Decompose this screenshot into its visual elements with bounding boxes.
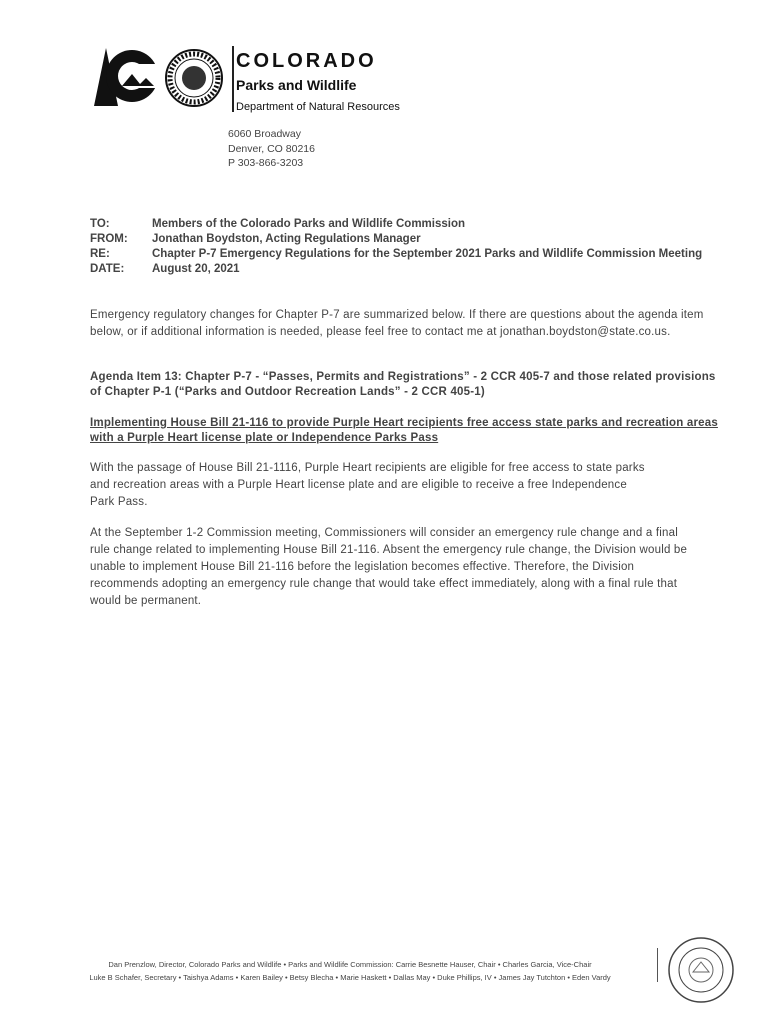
address-street: 6060 Broadway <box>228 128 301 140</box>
body-paragraph-1: With the passage of House Bill 21-1116, Purple Heart recipients are eligible for free access to state parks and recreation areas with a Purple Heart license plate and are eligible to receive a free Independence Park Pass. <box>90 462 645 508</box>
subject-heading: Implementing House Bill 21-116 to provide Purple Heart recipients free access state parks and recreation areas with a Purple Heart license plate or Independence Parks Pass <box>90 417 718 444</box>
department-name: Department of Natural Resources <box>236 101 400 113</box>
agenda-item-heading: Agenda Item 13: Chapter P-7 - “Passes, Permits and Registrations” - 2 CCR 405-7 and those related provisions of Chapter P-1 (“Parks and Outdoor Recreation Lands” - 2 CCR 405-1) <box>90 371 716 398</box>
from-value: Jonathan Boydston, Acting Regulations Manager <box>152 233 421 245</box>
footer-divider <box>657 948 658 982</box>
footer-line-1: Dan Prenzlow, Director, Colorado Parks and Wildlife • Parks and Wildlife Commission: Carrie Besnette Hauser, Chair • Charles Garcia, Vice-Chair <box>108 960 592 969</box>
address-block <box>228 127 315 171</box>
memo-date-row <box>90 262 710 277</box>
date-value: August 20, 2021 <box>152 263 240 275</box>
footer-line-2: Luke B Schafer, Secretary • Taishya Adams • Karen Bailey • Betsy Blecha • Marie Haskett • Dallas May • Duke Phillips, IV • James Jay Tutchton • Eden Vardy <box>89 973 611 982</box>
to-label: TO: <box>90 218 110 230</box>
memo-re-row <box>90 247 710 262</box>
intro-paragraph: Emergency regulatory changes for Chapter P-7 are summarized below. If there are questions about the agenda item below, or if additional information is needed, please feel free to contact me at jonathan.boydston@state.co.us. <box>90 309 704 338</box>
from-label: FROM: <box>90 233 128 245</box>
body-paragraph-2: At the September 1-2 Commission meeting, Commissioners will consider an emergency rule change and a final rule change related to implementing House Bill 21-116. Absent the emergency rule change, the Division would be unable to implement House Bill 21-116 before the legislation becomes effective. Therefore, the Division recommends adopting an emergency rule change that would take effect immediately, along with a final rule that would be permanent. <box>90 527 688 607</box>
address-city: Denver, CO 80216 <box>228 142 315 155</box>
re-value: Chapter P-7 Emergency Regulations for the September 2021 Parks and Wildlife Commission Meeting <box>152 248 703 260</box>
memo-to-row <box>90 217 710 232</box>
org-name: COLORADO <box>236 50 377 72</box>
memo-header <box>90 217 710 277</box>
state-seal <box>667 936 735 1004</box>
to-value: Members of the Colorado Parks and Wildlife Commission <box>152 218 466 230</box>
re-label: RE: <box>90 248 110 260</box>
date-label: DATE: <box>90 263 125 275</box>
colorado-c-mountain-logo <box>92 46 162 110</box>
memo-from-row <box>90 232 710 247</box>
org-subtitle: Parks and Wildlife <box>236 77 357 93</box>
parks-wildlife-seal <box>164 48 224 108</box>
footer <box>55 958 645 984</box>
logo-divider <box>232 46 234 112</box>
address-phone: P 303-866-3203 <box>228 157 304 169</box>
letterhead-logo <box>92 44 412 116</box>
